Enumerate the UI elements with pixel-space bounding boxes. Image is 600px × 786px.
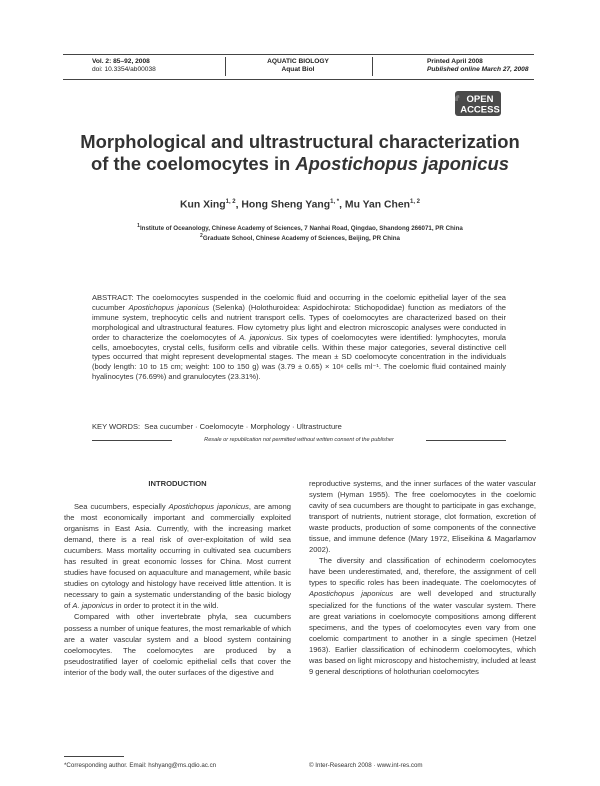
- open-access-line2: ACCESS: [460, 104, 500, 116]
- header-top-rule: [63, 54, 534, 55]
- author-name: Kun Xing: [180, 199, 226, 211]
- title-line2: of the coelomocytes in Apostichopus japonicus: [91, 153, 509, 174]
- header-volume-block: [92, 58, 156, 75]
- keywords-text: Sea cucumber · Coelomocyte · Morphology · Ultrastructure: [144, 422, 342, 431]
- journal-name: AQUATIC BIOLOGY: [267, 58, 329, 65]
- author-name: Hong Sheng Yang: [241, 199, 331, 211]
- abstract-label: ABSTRACT:: [92, 293, 134, 302]
- volume-info: Vol. 2: 85–92, 2008: [92, 58, 150, 65]
- paragraph: Compared with other invertebrate phyla, sea cucumbers possess a number of unique features, the most remarkable of which are a water vascular system and a blood system containing coelomocytes. The coelomocytes are produced by a pseudostratified layer of coelomic epithelial cells that cover the interior of the body wall, the outer surfaces of the digestive and: [64, 612, 291, 677]
- resale-notice: Resale or republication not permitted without written consent of the publisher: [204, 437, 394, 443]
- paragraph: The diversity and classification of echinoderm coelomocytes have been underestimated, and, therefore, the assignment of cell types to specific roles has been inadequate. The coelomocytes of Apostichopus japonicus are well developed and structurally specialized for the functions of the water vascular system. There are great variations in coelomocyte compositions among different specimens, and the types of coelomocytes even vary from one coelomic compartment to another in a single specimen (Hetzel 1963). Earlier classification of echinoderm coelomocytes, which was based on light microscopy and histochemistry, included at least 9 general descriptions of holothurian coelomocytes: [309, 556, 536, 676]
- affiliation-1: $^1$Institute of Oceanology, Chinese Academy of Sciences, 7 Nanhai Road, Qingdao, Shandong 266071, PR China: [137, 223, 463, 233]
- resale-rule-right: [426, 440, 506, 441]
- keywords: [92, 422, 506, 431]
- publication-dates: [427, 58, 529, 75]
- paragraph: Sea cucumbers, especially Apostichopus japonicus, are among the most economically important and commercially exploited organisms in East Asia. Currently, with the increasing market demand, there is a real risk of over-exploitation of wild sea cucumbers. Mass mortality occurring in cultivated sea cucumbers has resulted in great economic losses for China. Most current studies have focused on aquaculture and management, while basic studies on cytology and histology have received little attention. It is necessary to gain a systematic understanding of the basic biology of A. japonicus in order to protect it in the wild.: [64, 502, 291, 611]
- open-access-line1: OPEN: [466, 94, 494, 105]
- paper-title: [40, 131, 560, 175]
- author-affil-sup: 1, 2: [225, 199, 236, 205]
- doi[interactable]: doi: 10.3354/ab00038: [92, 66, 156, 74]
- online-date: Published online March 27, 2008: [427, 66, 529, 74]
- corresponding-author: *Corresponding author. Email: hshyang@ms.qdio.ac.cn: [64, 762, 217, 769]
- abstract: ABSTRACT: The coelomocytes suspended in the coelomic fluid and occurring in the coelomic epithelial layer of the sea cucumber Apostichopus japonicus (Selenka) (Holothuroidea: Aspidochirota: Stichopodidae) function as mediators of the immune system, trephocytic cells and nutrient transport cells. Types of coelomocytes are characterized based on their morphological and ultrastructural features. Flow cytometry plus light and electron microscopic analyses were conducted in order to characterize the coelomocytes of A. japonicus. Six types of coelomocytes were identified: lymphocytes, morula cells, amoebocytes, crystal cells, fusiform cells and vibratile cells. Within these major categories, several distinctive cell types occurred that might represent developmental stages. The mean ± SD coelomocyte concentration in the individuals (body length: 10 to 15 cm; weight: 100 to 150 g) was (3.79 ± 0.65) × 10⁶ cells ml⁻¹. The coelomic fluid contained mainly hyalinocytes (76.69%) and granulocytes (23.31%).: [92, 293, 506, 382]
- title-line1: Morphological and ultrastructural characterization: [80, 131, 520, 152]
- journal-abbrev: Aquat Biol: [281, 66, 315, 74]
- header-divider: [372, 57, 373, 76]
- affiliation-2: $^2$Graduate School, Chinese Academy of Sciences, Beijing, PR China: [200, 233, 400, 243]
- header-bottom-rule: [63, 79, 534, 80]
- author-name: Mu Yan Chen: [344, 199, 410, 211]
- author-list: Kun Xing$^{1, 2}$, Hong Sheng Yang$^{1, *}$, Mu Yan Chen$^{1, 2}$: [180, 199, 420, 211]
- body-column-left: [64, 501, 291, 678]
- paragraph: reproductive systems, and the inner surfaces of the water vascular system (Hyman 1955). The free coelomocytes in the coelomic cavity of sea cucumbers are thought to participate in gas exchange, transport of nutrients, nutrient storage, clot formation, excretion of waste products, production of some components of the connective tissue, and immune defence (Mary 1972, Eliseikina & Magarlamov 2002).: [309, 479, 536, 555]
- author-affil-sup: 1, 2: [409, 199, 420, 205]
- author-affil-sup: 1, *: [330, 199, 340, 205]
- copyright: © Inter-Research 2008 · www.int-res.com: [309, 762, 423, 769]
- title-species: Apostichopus japonicus: [295, 153, 509, 174]
- introduction-heading: INTRODUCTION: [148, 479, 207, 488]
- printed-date: Printed April 2008: [427, 58, 483, 65]
- footnote-rule: [64, 756, 124, 757]
- body-column-right: [309, 478, 536, 677]
- keywords-label: KEY WORDS:: [92, 422, 141, 431]
- open-access-badge[interactable]: [452, 90, 504, 118]
- journal-block: [248, 58, 348, 75]
- header-divider: [225, 57, 226, 76]
